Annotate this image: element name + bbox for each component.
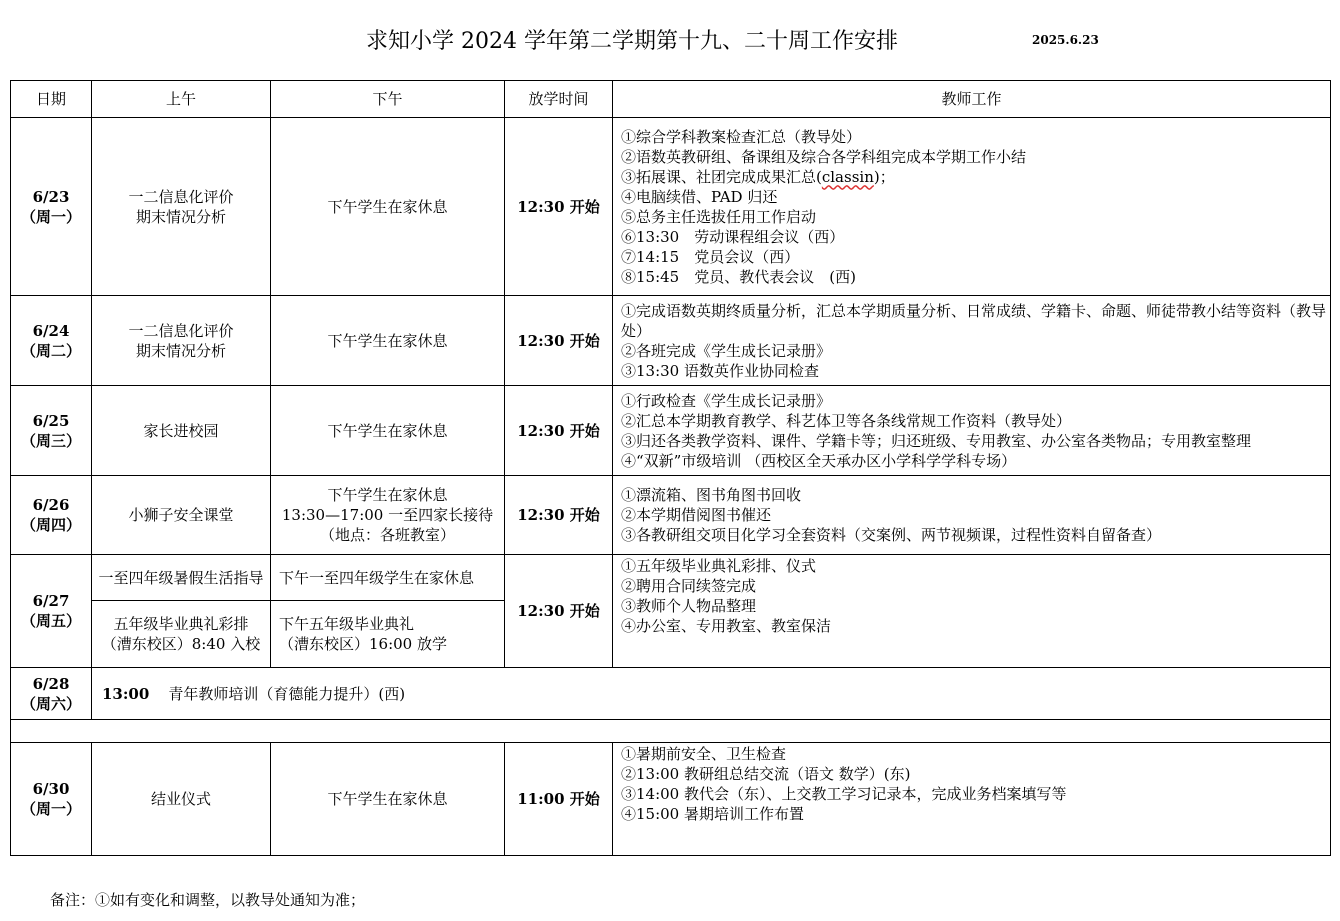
- table-row: [11, 118, 1331, 296]
- blank-row: [11, 720, 1331, 743]
- task-item: ⑦14:15 党员会议（西）: [621, 247, 800, 266]
- table-row: [11, 386, 1331, 476]
- morning-cell: 结业仪式: [92, 743, 271, 856]
- task-item: ①综合学科教案检查汇总（教导处）: [621, 127, 862, 146]
- afternoon-cell: 下午一至四年级学生在家休息: [271, 555, 505, 601]
- morning-cell: [92, 296, 271, 386]
- date-value: 6/30: [32, 780, 70, 798]
- afternoon-cell: [271, 601, 505, 668]
- dismissal-cell: 11:00 开始: [505, 743, 613, 856]
- task-item: ④电脑续借、PAD 归还: [621, 187, 778, 206]
- header-date: 日期: [11, 81, 92, 118]
- task-item: ①行政检查《学生成长记录册》: [621, 391, 832, 410]
- task-item: ③14:00 教代会（东）、上交教工学习记录本，完成业务档案填写等: [621, 785, 1067, 803]
- header-dismissal: 放学时间: [505, 81, 613, 118]
- date-value: 6/28: [32, 674, 70, 693]
- afternoon-text: 13:30—17:00 一至四家长接待: [281, 506, 494, 524]
- morning-text: 五年级毕业典礼彩排: [113, 615, 249, 633]
- schedule-table: [10, 80, 1331, 856]
- morning-cell: 小狮子安全课堂: [92, 476, 271, 555]
- afternoon-cell: [271, 476, 505, 555]
- date-value: 6/24: [32, 321, 70, 340]
- weekday-value: （周六）: [20, 694, 81, 713]
- footnote: 备注：①如有变化和调整，以教导处通知为准；: [50, 891, 366, 909]
- date-cell: [11, 668, 92, 720]
- teacher-work-cell: [613, 386, 1331, 476]
- event-cell: [92, 668, 1331, 720]
- task-item: ②13:00 教研组总结交流（语文 数学）(东): [621, 765, 911, 783]
- weekday-value: （周二）: [20, 341, 81, 360]
- task-item: ①五年级毕业典礼彩排、仪式: [621, 557, 817, 575]
- header-afternoon: 下午: [271, 81, 505, 118]
- morning-cell: 一至四年级暑假生活指导: [92, 555, 271, 601]
- date-cell: [11, 118, 92, 296]
- task-item: ②本学期借阅图书催还: [621, 506, 772, 524]
- afternoon-cell: 下午学生在家休息: [271, 386, 505, 476]
- weekday-value: （周一）: [20, 800, 81, 818]
- morning-text: 一二信息化评价: [128, 187, 234, 206]
- task-item: ⑥13:30 劳动课程组会议（西）: [621, 227, 845, 246]
- dismissal-cell: 12:30 开始: [505, 118, 613, 296]
- task-text: ③拓展课、社团完成成果汇总(: [621, 167, 822, 186]
- table-row: [11, 296, 1331, 386]
- afternoon-text: （漕东校区）16:00 放学: [279, 635, 447, 653]
- task-item: ②聘用合同续签完成: [621, 577, 757, 595]
- event-time: 13:00: [102, 684, 150, 703]
- dismissal-cell: 12:30 开始: [505, 555, 613, 668]
- table-row: [11, 743, 1331, 856]
- morning-text: 期末情况分析: [135, 341, 226, 360]
- task-item: ④15:00 暑期培训工作布置: [621, 805, 804, 823]
- task-item: ②汇总本学期教育教学、科艺体卫等各条线常规工作资料（教导处）: [621, 411, 1072, 430]
- afternoon-cell: 下午学生在家休息: [271, 118, 505, 296]
- dismissal-cell: 12:30 开始: [505, 476, 613, 555]
- spellcheck-word: classin: [821, 167, 874, 186]
- date-cell: [11, 555, 92, 668]
- task-item: ③13:30 语数英作业协同检查: [621, 361, 819, 380]
- morning-cell: [92, 118, 271, 296]
- task-text: )；: [873, 167, 895, 186]
- header-morning: 上午: [92, 81, 271, 118]
- table-row: [11, 555, 1331, 601]
- task-item: ⑧15:45 党员、教代表会议 (西): [621, 267, 856, 286]
- task-item: ④办公室、专用教室、教室保洁: [621, 617, 832, 635]
- weekday-value: （周三）: [20, 431, 81, 450]
- afternoon-text: 下午五年级毕业典礼: [279, 615, 415, 633]
- morning-cell: 家长进校园: [92, 386, 271, 476]
- date-value: 6/23: [32, 187, 70, 206]
- task-item: ②各班完成《学生成长记录册》: [621, 341, 832, 360]
- teacher-work-cell: [613, 296, 1331, 386]
- task-item: ②语数英教研组、备课组及综合各学科组完成本学期工作小结: [621, 147, 1027, 166]
- dismissal-cell: 12:30 开始: [505, 296, 613, 386]
- morning-text: （漕东校区）8:40 入校: [101, 635, 261, 653]
- date-cell: [11, 386, 92, 476]
- date-cell: [11, 743, 92, 856]
- dismissal-cell: 12:30 开始: [505, 386, 613, 476]
- task-item: ⑤总务主任选拔任用工作启动: [621, 207, 817, 226]
- morning-text: 一二信息化评价: [128, 321, 234, 340]
- teacher-work-cell: [613, 118, 1331, 296]
- morning-text: 期末情况分析: [135, 207, 226, 226]
- date-cell: [11, 296, 92, 386]
- task-item: ④“双新”市级培训 （西校区全天承办区小学科学学科专场）: [621, 451, 1017, 470]
- task-item: ①完成语数英期终质量分析，汇总本学期质量分析、日常成绩、学籍卡、命题、师徒带教小结等资料（教导处）: [621, 301, 1327, 340]
- table-header-row: [11, 81, 1331, 118]
- morning-cell: [92, 601, 271, 668]
- header-teacher-work: 教师工作: [613, 81, 1331, 118]
- task-item: ③归还各类教学资料、课件、学籍卡等；归还班级、专用教室、办公室各类物品；专用教室整理: [621, 431, 1252, 450]
- afternoon-text: 下午学生在家休息: [327, 486, 448, 504]
- weekday-value: （周一）: [20, 207, 81, 226]
- afternoon-text: （地点：各班教室）: [319, 526, 455, 544]
- table-row: [11, 476, 1331, 555]
- page-title: 求知小学 2024 学年第二学期第十九、二十周工作安排: [366, 29, 898, 54]
- weekday-value: （周五）: [20, 612, 81, 630]
- date-value: 6/25: [32, 411, 70, 430]
- task-item: ①漂流箱、图书角图书回收: [621, 486, 802, 504]
- task-item: ③各教研组交项目化学习全套资料（交案例、两节视频课，过程性资料自留备查）: [621, 526, 1162, 544]
- weekday-value: （周四）: [20, 516, 81, 534]
- date-value: 6/26: [32, 496, 70, 514]
- blank-cell: [11, 720, 1331, 743]
- teacher-work-cell: [613, 555, 1331, 668]
- date-value: 6/27: [32, 592, 70, 610]
- teacher-work-cell: [613, 743, 1331, 856]
- task-item: ③教师个人物品整理: [621, 597, 757, 615]
- table-row: [11, 668, 1331, 720]
- afternoon-cell: 下午学生在家休息: [271, 296, 505, 386]
- task-item: ①暑期前安全、卫生检查: [621, 745, 787, 763]
- task-item: [621, 167, 1326, 187]
- afternoon-cell: 下午学生在家休息: [271, 743, 505, 856]
- document-date: 2025.6.23: [1032, 33, 1099, 47]
- event-text: 青年教师培训（育德能力提升）(西): [168, 684, 406, 703]
- teacher-work-cell: [613, 476, 1331, 555]
- date-cell: [11, 476, 92, 555]
